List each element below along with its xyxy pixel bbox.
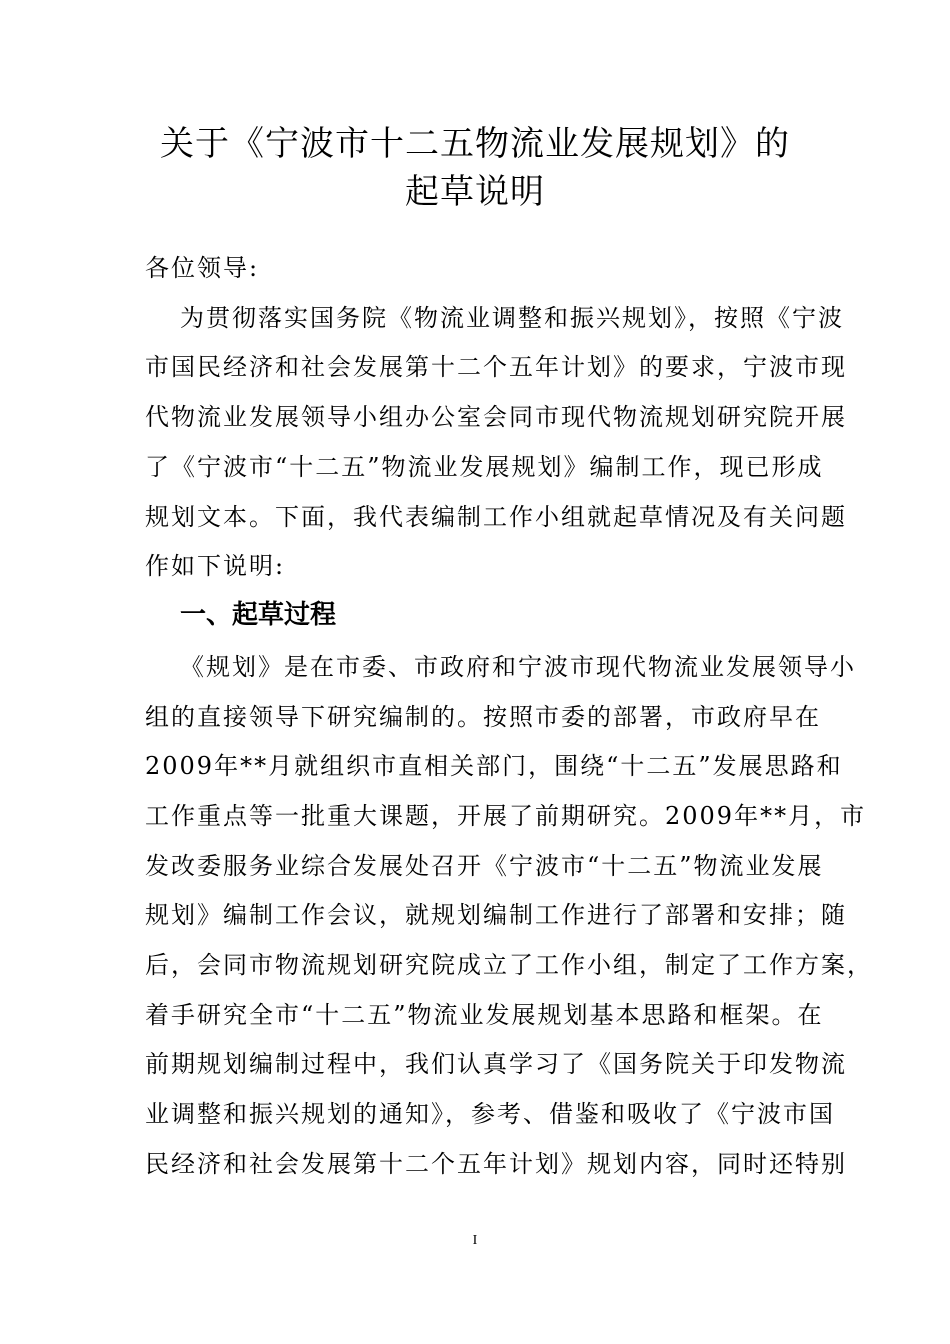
page-number: I bbox=[472, 1233, 478, 1248]
body-line-6: 规划》编制工作会议，就规划编制工作进行了部署和安排；随 bbox=[145, 901, 847, 929]
body-line-8: 着手研究全市“十二五”物流业发展规划基本思路和框架。在 bbox=[145, 1001, 824, 1029]
body-line-1: 《规划》是在市委、市政府和宁波市现代物流业发展领导小 bbox=[180, 653, 856, 681]
body-line-11: 民经济和社会发展第十二个五年计划》规划内容，同时还特别 bbox=[145, 1150, 847, 1178]
body-line-2: 组的直接领导下研究编制的。按照市委的部署，市政府早在 bbox=[145, 703, 821, 731]
intro-line-5: 规划文本。下面，我代表编制工作小组就起草情况及有关问题 bbox=[145, 503, 847, 531]
body-line-5: 发改委服务业综合发展处召开《宁波市“十二五”物流业发展 bbox=[145, 852, 824, 880]
intro-line-2: 市国民经济和社会发展第十二个五年计划》的要求，宁波市现 bbox=[145, 353, 847, 381]
body-line-9: 前期规划编制过程中，我们认真学习了《国务院关于印发物流 bbox=[145, 1050, 847, 1078]
document-title-line-1: 关于《宁波市十二五物流业发展规划》的 bbox=[160, 124, 790, 164]
intro-line-4: 了《宁波市“十二五”物流业发展规划》编制工作，现已形成 bbox=[145, 453, 824, 481]
intro-line-1: 为贯彻落实国务院《物流业调整和振兴规划》，按照《宁波 bbox=[180, 304, 844, 332]
body-line-10: 业调整和振兴规划的通知》，参考、借鉴和吸收了《宁波市国 bbox=[145, 1100, 835, 1128]
body-line-4: 工作重点等一批重大课题，开展了前期研究。2009年**月，市 bbox=[145, 802, 867, 830]
body-line-7: 后，会同市物流规划研究院成立了工作小组，制定了工作方案， bbox=[145, 951, 873, 979]
body-line-3: 2009年**月就组织市直相关部门，围绕“十二五”发展思路和 bbox=[145, 752, 843, 780]
section-heading: 一、起草过程 bbox=[180, 600, 337, 630]
intro-line-6: 作如下说明: bbox=[145, 552, 286, 580]
intro-line-3: 代物流业发展领导小组办公室会同市现代物流规划研究院开展 bbox=[145, 403, 847, 431]
document-title-line-2: 起草说明 bbox=[405, 172, 545, 212]
salutation: 各位领导: bbox=[145, 254, 260, 282]
